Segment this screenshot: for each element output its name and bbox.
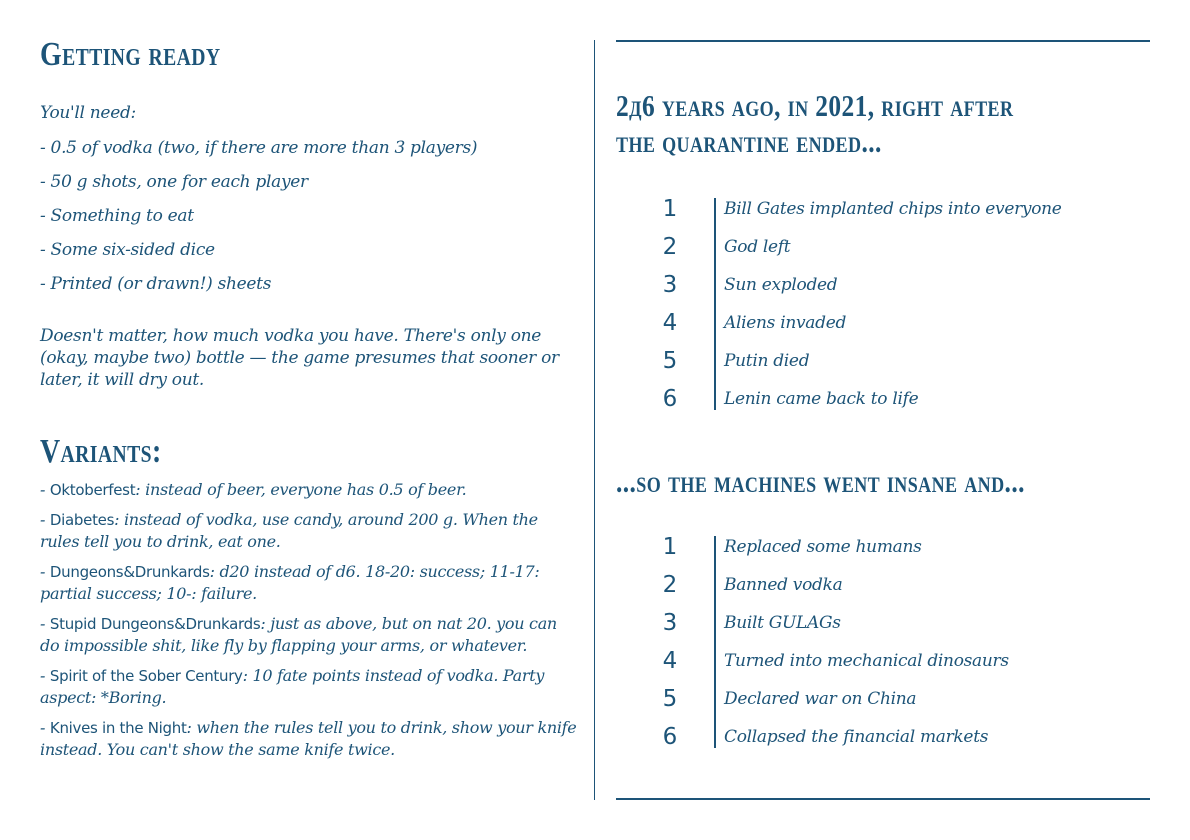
roll-number: 6 [662,724,678,750]
roll-number: 5 [662,686,678,712]
variant-text: : just as above, but on nat 20. you can do impossible shit, like fly by flapping your arms, or whatever. [40,613,557,655]
needs-intro: You'll need: [40,103,136,124]
roll-number: 1 [662,196,678,222]
roll-number: 3 [662,272,678,298]
column-divider [594,40,595,800]
roll-result: Lenin came back to life [724,389,919,409]
variant-item: - Dungeons&Drunkards: d20 instead of d6. 18-20: success; 11-17: partial success; 10-: failure. [40,561,540,603]
variant-name: Dungeons&Drunkards [49,562,210,581]
need-item: - 50 g shots, one for each player [40,172,308,193]
vodka-note: Doesn't matter, how much vodka you have. There's only one (okay, maybe two) bottle — the game presumes that sooner or later, it will dry out. [40,326,559,391]
table-bracket [714,536,716,748]
table-bracket [714,198,716,410]
heading-event: 2д6 years ago, in 2021, right after the quarantine ended... [616,88,1014,159]
roll-result: Aliens invaded [724,313,847,333]
roll-result: Declared war on China [724,689,917,709]
need-item: - Something to eat [40,206,194,227]
variant-name: Oktoberfest [49,480,136,499]
roll-result: Bill Gates implanted chips into everyone [724,199,1062,219]
roll-result: Replaced some humans [724,537,922,557]
need-item: - Printed (or drawn!) sheets [40,274,272,295]
roll-number: 4 [662,648,678,674]
roll-number: 6 [662,386,678,412]
need-item: - Some six-sided dice [40,240,215,261]
needs-list [40,131,580,301]
right-column [616,40,1150,800]
variant-name: Stupid Dungeons&Drunkards [49,614,261,633]
roll-result: Collapsed the financial markets [724,727,989,747]
roll-result: Putin died [724,351,810,371]
need-item: - 0.5 of vodka (two, if there are more than 3 players) [40,138,478,159]
roll-result: Built GULAGs [724,613,841,633]
roll-result: God left [724,237,791,257]
roll-result: Turned into mechanical dinosaurs [724,651,1009,671]
roll-result: Banned vodka [724,575,843,595]
variant-item: - Diabetes: instead of vodka, use candy, around 200 g. When the rules tell you to drink, eat one. [40,509,538,551]
variant-text: : instead of beer, everyone has 0.5 of beer. [135,479,467,499]
event-table [652,190,1072,418]
variant-name: Knives in the Night [49,718,187,737]
variant-item: - Spirit of the Sober Century: 10 fate points instead of vodka. Party aspect: *Boring. [40,665,545,707]
roll-number: 2 [662,572,678,598]
variant-text: : when the rules tell you to drink, show your knife instead. You can't show the same knife twice. [40,717,577,759]
roll-result: Sun exploded [724,275,838,295]
left-column [40,36,580,761]
heading-getting-ready: Getting ready [40,36,221,73]
heading-machines: ...so the machines went insane and... [616,464,1025,499]
heading-variants: Variants: [40,433,162,471]
variant-text: : d20 instead of d6. 18-20: success; 11-17: partial success; 10-: failure. [40,561,540,603]
variant-item: - Knives in the Night: when the rules tell you to drink, show your knife instead. You can't show the same knife twice. [40,717,577,759]
top-rule [616,40,1150,42]
variant-name: Spirit of the Sober Century [49,666,243,685]
variant-text: : 10 fate points instead of vodka. Party aspect: *Boring. [40,665,545,707]
variant-item: - Stupid Dungeons&Drunkards: just as above, but on nat 20. you can do impossible shit, like fly by flapping your arms, or whatever. [40,613,557,655]
roll-number: 1 [662,534,678,560]
variant-text: : instead of vodka, use candy, around 200 g. When the rules tell you to drink, eat one. [40,509,538,551]
roll-number: 3 [662,610,678,636]
variant-name: Diabetes [49,510,115,529]
roll-number: 4 [662,310,678,336]
bottom-rule [616,798,1150,800]
roll-number: 2 [662,234,678,260]
machines-table [652,528,1072,756]
roll-number: 5 [662,348,678,374]
variant-item: - Oktoberfest: instead of beer, everyone has 0.5 of beer. [40,479,467,499]
